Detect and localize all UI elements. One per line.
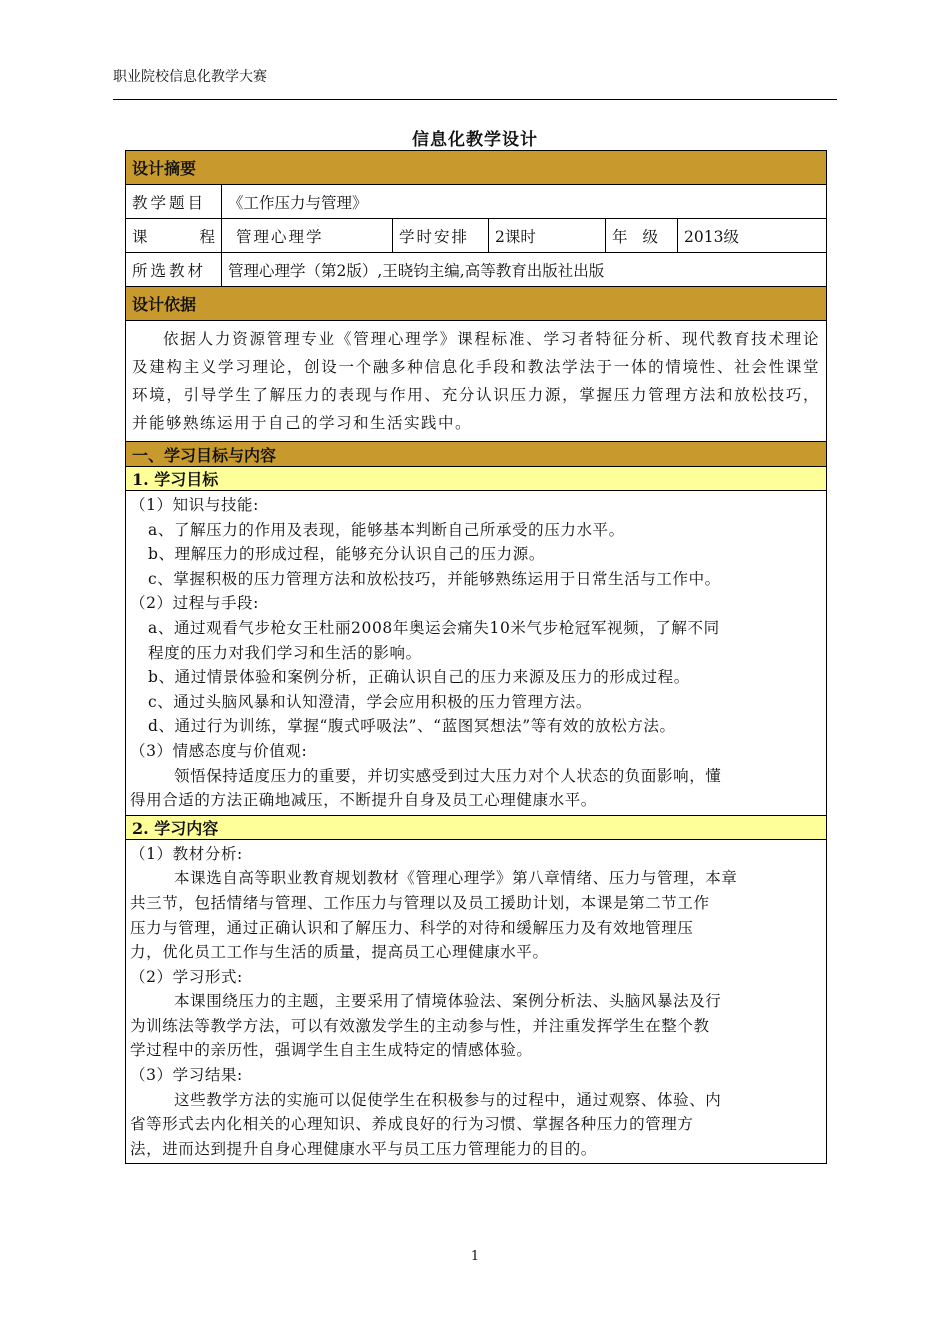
page-header: 职业院校信息化教学大赛 xyxy=(113,69,267,85)
subsection-header-goals xyxy=(126,467,827,491)
content-line: （1）教材分析: xyxy=(130,844,243,863)
header-rule xyxy=(113,99,837,100)
grade-label xyxy=(606,219,678,253)
content-line: 本课围绕压力的主题，主要采用了情境体验法、案例分析法、头脑风暴法及行 xyxy=(174,992,722,1011)
goals-line: （2）过程与手段: xyxy=(130,594,259,613)
goals-heading: 1. 学习目标 xyxy=(126,467,827,491)
section1-heading: 一、学习目标与内容 xyxy=(126,442,827,467)
goals-line: c、掌握积极的压力管理方法和放松技巧，并能够熟练运用于日常生活与工作中。 xyxy=(148,569,721,588)
goals-line: 得用合适的方法正确地减压，不断提升自身及员工心理健康水平。 xyxy=(130,791,597,810)
grade-label-char-2: 级 xyxy=(642,227,658,246)
row-topic xyxy=(126,185,827,219)
topic-label: 教学题目 xyxy=(126,185,222,219)
section-header-1 xyxy=(126,442,827,467)
page-number: 1 xyxy=(470,1249,480,1264)
hours-value: 2课时 xyxy=(489,219,606,253)
goals-line: a、了解压力的作用及表现，能够基本判断自己所承受的压力水平。 xyxy=(148,520,625,539)
content-line: 法，进而达到提升自身心理健康水平与员工压力管理能力的目的。 xyxy=(130,1139,597,1158)
content-line: 这些教学方法的实施可以促使学生在积极参与的过程中，通过观察、体验、内 xyxy=(174,1090,722,1109)
content-line: （3）学习结果: xyxy=(130,1066,243,1085)
content-line: 本课选自高等职业教育规划教材《管理心理学》第八章情绪、压力与管理，本章 xyxy=(174,869,738,888)
content-line: 压力与管理，通过正确认识和了解压力、科学的对待和缓解压力及有效地管理压 xyxy=(130,918,694,937)
goals-body xyxy=(126,491,827,816)
section-header-basis xyxy=(126,287,827,321)
goals-line: b、理解压力的形成过程，能够充分认识自己的压力源。 xyxy=(148,545,545,564)
content-line: （2）学习形式: xyxy=(130,967,243,986)
row-content xyxy=(126,839,827,1164)
goals-line: a、通过观看气步枪女王杜丽2008年奥运会痛失10米气步枪冠军视频，了解不同 xyxy=(148,618,720,637)
row-textbook xyxy=(126,253,827,287)
topic-value: 《工作压力与管理》 xyxy=(222,185,827,219)
goals-line: （3）情感态度与价值观: xyxy=(130,741,308,760)
goals-line: 程度的压力对我们学习和生活的影响。 xyxy=(148,643,422,662)
course-label-char-1: 课 xyxy=(132,227,148,246)
goals-line: b、通过情景体验和案例分析，正确认识自己的压力来源及压力的形成过程。 xyxy=(148,668,690,687)
goals-line: c、通过头脑风暴和认知澄清，学会应用积极的压力管理方法。 xyxy=(148,692,592,711)
section-header-summary xyxy=(126,151,827,185)
content-line: 省等形式去内化相关的心理知识、养成良好的行为习惯、掌握各种压力的管理方 xyxy=(130,1115,694,1134)
goals-line: 领悟保持适度压力的重要，并切实感受到过大压力对个人状态的负面影响，懂 xyxy=(174,766,722,785)
summary-heading: 设计摘要 xyxy=(126,151,827,185)
content-line: 为训练法等教学方法，可以有效激发学生的主动参与性，并注重发挥学生在整个教 xyxy=(130,1016,710,1035)
course-label xyxy=(126,219,222,253)
content-line: 学过程中的亲历性，强调学生自主生成特定的情感体验。 xyxy=(130,1041,533,1060)
textbook-value: 管理心理学（第2版）,王晓钧主编,高等教育出版社出版 xyxy=(222,253,827,287)
textbook-label: 所选教材 xyxy=(126,253,222,287)
content-line: 力，优化员工工作与生活的质量，提高员工心理健康水平。 xyxy=(130,943,549,962)
row-goals xyxy=(126,491,827,816)
basis-heading: 设计依据 xyxy=(126,287,827,321)
grade-label-char-1: 年 xyxy=(612,227,628,246)
hours-label: 学时安排 xyxy=(393,219,489,253)
subsection-header-content xyxy=(126,815,827,839)
row-course xyxy=(126,219,827,253)
course-label-char-2: 程 xyxy=(199,227,215,246)
course-value: 管理心理学 xyxy=(222,219,393,253)
document-title: 信息化教学设计 xyxy=(412,130,538,150)
design-table xyxy=(125,150,827,1164)
content-line: 共三节，包括情绪与管理、工作压力与管理以及员工援助计划，本课是第二节工作 xyxy=(130,893,710,912)
grade-value: 2013级 xyxy=(678,219,827,253)
goals-line: d、通过行为训练，掌握“腹式呼吸法”、“蓝图冥想法”等有效的放松方法。 xyxy=(148,717,676,736)
content-body xyxy=(126,839,827,1164)
goals-line: （1）知识与技能: xyxy=(130,496,259,514)
content-heading: 2. 学习内容 xyxy=(126,815,827,839)
basis-text: 依据人力资源管理专业《管理心理学》课程标准、学习者特征分析、现代教育技术理论及建构主义学习理论，创设一个融多种信息化手段和教法学法于一体的情境性、社会性课堂环境，引导学生了解压力的表现与作用、充分认识压力源，掌握压力管理方法和放松技巧，并能够熟练运用于自己的学习和生活实践中。 xyxy=(126,321,827,442)
row-basis xyxy=(126,321,827,442)
